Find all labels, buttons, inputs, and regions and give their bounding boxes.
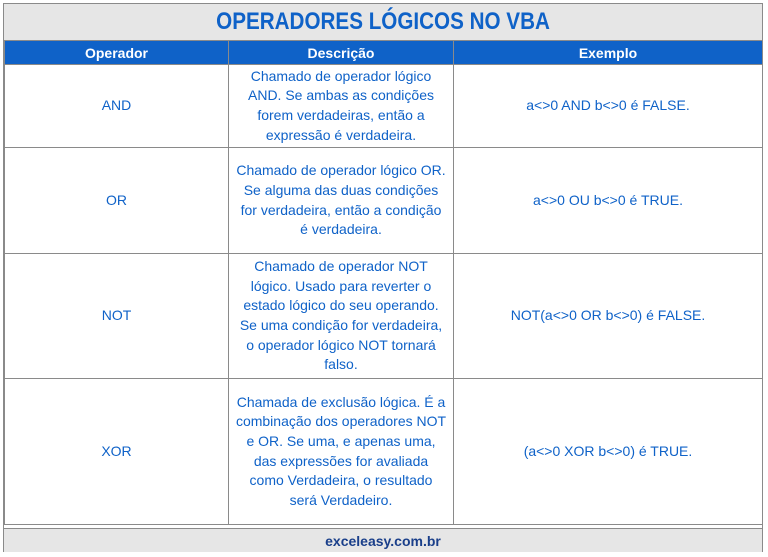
operators-table xyxy=(4,40,763,525)
table-row xyxy=(5,254,763,379)
example-cell: a<>0 OU b<>0 é TRUE. xyxy=(454,148,763,254)
example-cell: a<>0 AND b<>0 é FALSE. xyxy=(454,65,763,148)
table-header-row xyxy=(5,41,763,65)
description-cell: Chamado de operador lógico AND. Se ambas as condições forem verdadeiras, então a expressão é verdadeira. xyxy=(229,65,454,148)
header-description: Descrição xyxy=(229,41,454,65)
description-cell: Chamada de exclusão lógica. É a combinação dos operadores NOT e OR. Se uma, e apenas uma, das expressões for avaliada como Verdadeira, o resultado será Verdadeiro. xyxy=(229,379,454,525)
description-cell: Chamado de operador NOT lógico. Usado para reverter o estado lógico do seu operando. Se uma condição for verdadeira, o operador lógico NOT tornará falso. xyxy=(229,254,454,379)
footer-website: exceleasy.com.br xyxy=(4,528,762,552)
header-example: Exemplo xyxy=(454,41,763,65)
table-row xyxy=(5,65,763,148)
header-operator: Operador xyxy=(5,41,229,65)
description-cell: Chamado de operador lógico OR. Se alguma das duas condições for verdadeira, então a condição é verdadeira. xyxy=(229,148,454,254)
title-bar xyxy=(4,4,762,41)
table-row xyxy=(5,379,763,525)
operator-cell: XOR xyxy=(5,379,229,525)
example-cell: NOT(a<>0 OR b<>0) é FALSE. xyxy=(454,254,763,379)
operator-cell: OR xyxy=(5,148,229,254)
page-title: OPERADORES LÓGICOS NO VBA xyxy=(216,8,550,35)
table-row xyxy=(5,148,763,254)
example-cell: (a<>0 XOR b<>0) é TRUE. xyxy=(454,379,763,525)
operators-table-card xyxy=(3,3,763,552)
operator-cell: AND xyxy=(5,65,229,148)
operator-cell: NOT xyxy=(5,254,229,379)
